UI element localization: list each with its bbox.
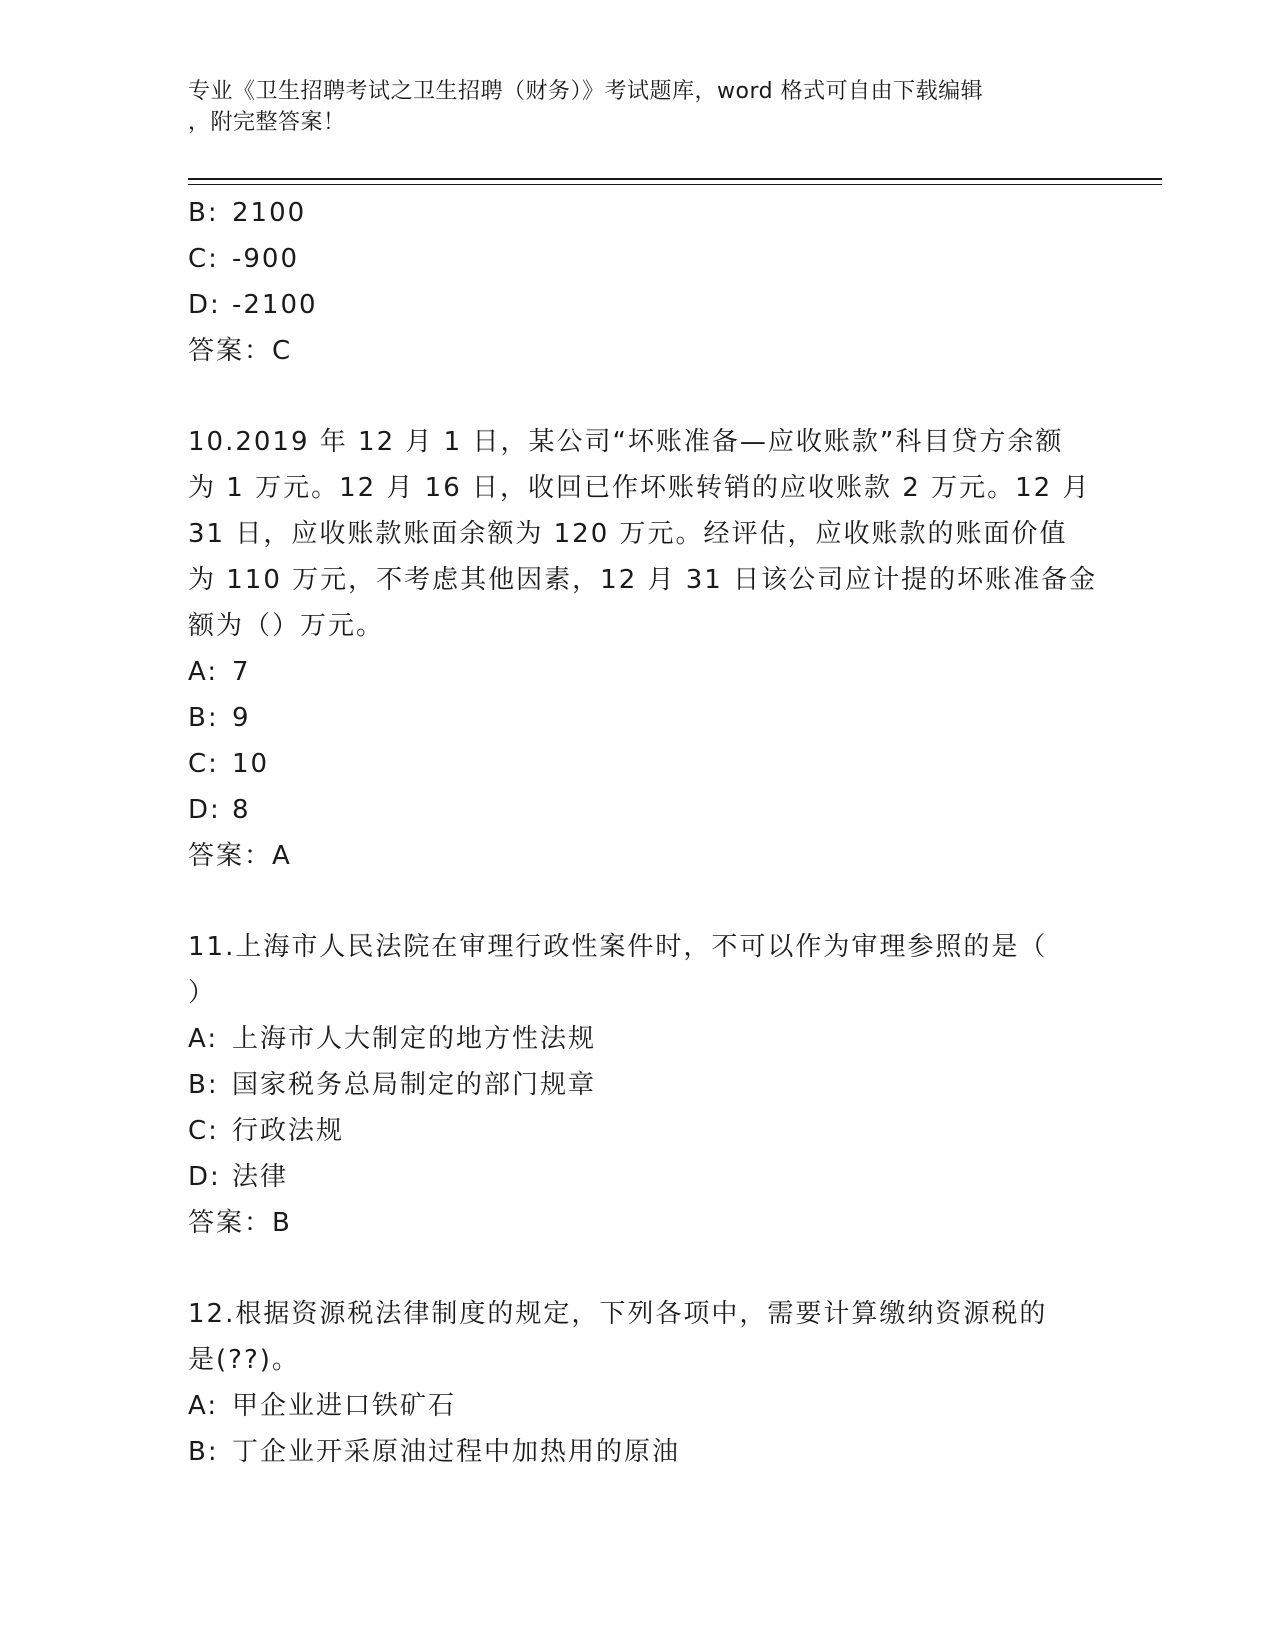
option-b: [188, 695, 1088, 741]
option-text: 国家税务总局制定的部门规章: [232, 1070, 597, 1100]
option-text: 2100: [232, 198, 307, 228]
document-header: [188, 76, 1068, 138]
question-text-line: ）: [188, 978, 217, 1008]
option-text: 10: [232, 749, 270, 779]
question-text-line: 为 110 万元，不考虑其他因素，12 月 31 日该公司应计提的坏账准备金: [188, 565, 1098, 595]
header-line-1: 专业《卫生招聘考试之卫生招聘（财务）》考试题库，word 格式可自由下载编辑: [188, 79, 984, 104]
question-text-line: 12.根据资源税法律制度的规定，下列各项中，需要计算缴纳资源税的: [188, 1299, 1048, 1329]
header-divider-thick: [188, 178, 1162, 180]
option-label: C:: [188, 1116, 219, 1146]
option-a: [188, 1016, 1088, 1062]
option-label: B:: [188, 1437, 219, 1467]
question-12: [188, 1291, 1088, 1475]
option-b: [188, 1429, 1088, 1475]
option-text: -900: [232, 244, 300, 274]
answer-line: 答案：C: [188, 336, 293, 366]
spacer: [188, 879, 1088, 924]
header-divider-thin: [188, 184, 1162, 185]
option-text: 7: [232, 657, 251, 687]
option-label: C:: [188, 244, 219, 274]
option-d: [188, 787, 1088, 833]
option-text: 8: [232, 795, 251, 825]
option-label: A:: [188, 1024, 219, 1054]
option-text: 行政法规: [232, 1116, 345, 1146]
option-text: 甲企业进口铁矿石: [232, 1391, 457, 1421]
option-text: 9: [232, 703, 251, 733]
option-d: [188, 282, 1088, 328]
option-text: 上海市人大制定的地方性法规: [232, 1024, 597, 1054]
option-label: A:: [188, 1391, 219, 1421]
question-9-continuation: [188, 190, 1088, 374]
option-label: B:: [188, 703, 219, 733]
question-text-line: 31 日，应收账款账面余额为 120 万元。经评估，应收账款的账面价值: [188, 519, 1068, 549]
option-text: 丁企业开采原油过程中加热用的原油: [232, 1437, 681, 1467]
question-10: [188, 419, 1098, 879]
option-label: D:: [188, 290, 221, 320]
option-c: [188, 236, 1088, 282]
option-b: [188, 1062, 1088, 1108]
header-line-2: ，附完整答案！: [188, 110, 346, 135]
question-text-line: 是(??)。: [188, 1345, 300, 1375]
option-c: [188, 1108, 1088, 1154]
question-text-line: 为 1 万元。12 月 16 日，收回已作坏账转销的应收账款 2 万元。12 月: [188, 473, 1091, 503]
option-label: C:: [188, 749, 219, 779]
spacer: [188, 374, 1088, 419]
document-body: [188, 190, 1098, 1475]
option-b: [188, 190, 1088, 236]
question-text-line: 11.上海市人民法院在审理行政性案件时，不可以作为审理参照的是（: [188, 932, 1048, 962]
question-text-line: 10.2019 年 12 月 1 日，某公司“坏账准备—应收账款”科目贷方余额: [188, 427, 1064, 457]
option-label: D:: [188, 795, 221, 825]
option-text: 法律: [232, 1162, 289, 1192]
question-text-line: 额为（）万元。: [188, 611, 385, 641]
answer-line: 答案：A: [188, 841, 292, 871]
option-label: B:: [188, 198, 219, 228]
answer-line: 答案：B: [188, 1208, 292, 1238]
option-d: [188, 1154, 1088, 1200]
option-text: -2100: [232, 290, 318, 320]
option-a: [188, 1383, 1088, 1429]
option-c: [188, 741, 1088, 787]
option-a: [188, 649, 1088, 695]
option-label: A:: [188, 657, 219, 687]
spacer: [188, 1246, 1088, 1291]
question-11: [188, 924, 1088, 1246]
option-label: B:: [188, 1070, 219, 1100]
option-label: D:: [188, 1162, 221, 1192]
